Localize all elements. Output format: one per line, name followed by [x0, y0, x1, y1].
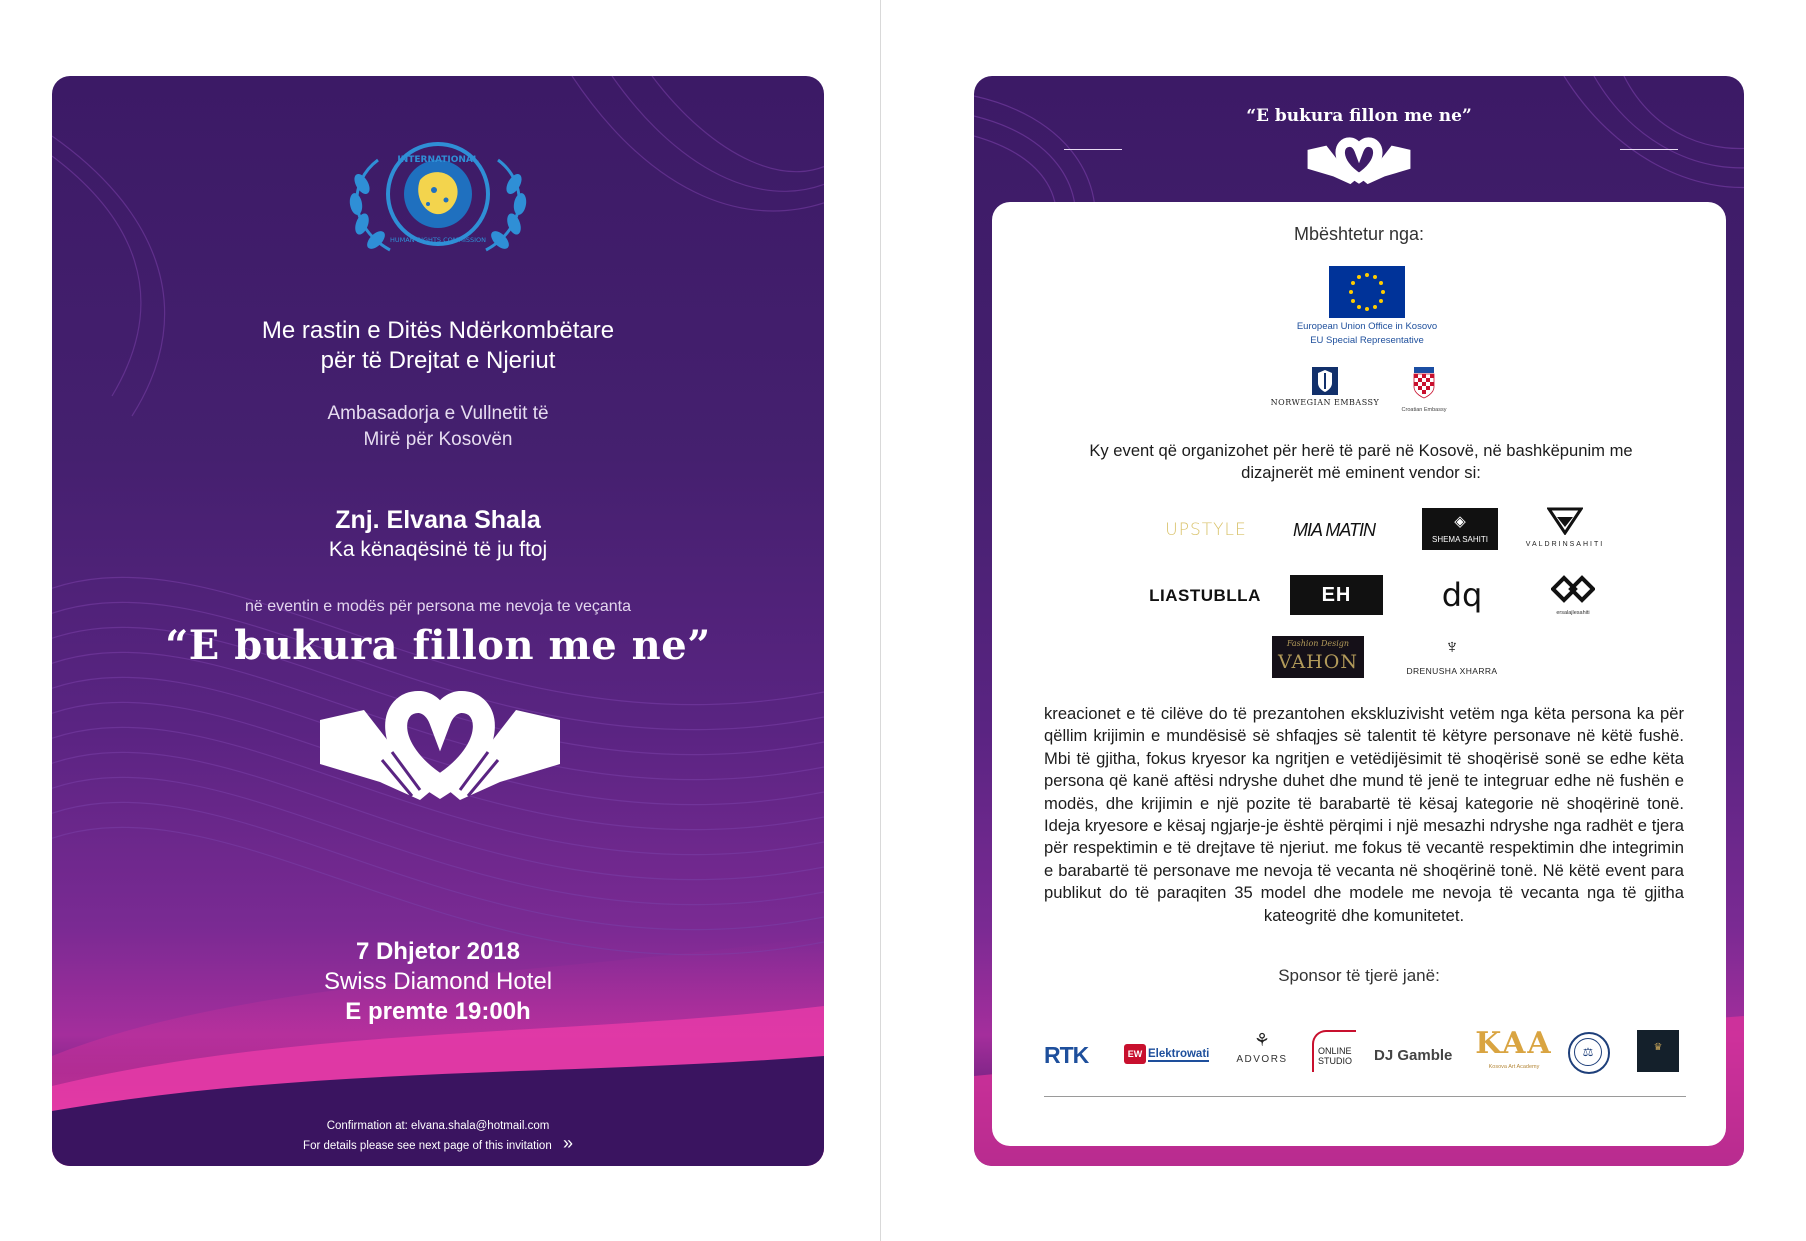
sponsor-dj-gamble-logo: [1374, 1040, 1458, 1070]
details-line: [52, 1135, 824, 1155]
logo-top-text: INTERNATIONAL: [397, 155, 479, 165]
occasion-line-1: Me rastin e Ditës Ndërkombëtare: [261, 317, 615, 344]
dj-gamble-text: DJ Gamble: [1374, 1046, 1453, 1064]
sponsor-brand-logo: [1637, 1030, 1679, 1072]
event-date: 7 Dhjetor 2018: [355, 938, 521, 965]
role-line-2: Mirë për Kosovën: [363, 429, 513, 450]
online-studio-text: ONLINE STUDIO: [1318, 1046, 1353, 1066]
heart-hands-icon: [320, 690, 560, 802]
advors-text: ADVORS: [1236, 1054, 1288, 1065]
designer-eh-logo: EH: [1290, 575, 1383, 615]
designer-upstyle-logo: UPSTYLE: [1165, 520, 1247, 540]
occasion-line-2: për të Drejtat e Njeriut: [320, 347, 556, 374]
croatian-embassy-crest-icon: [1411, 367, 1437, 399]
eu-label-line-1: European Union Office in Kosovo: [1296, 321, 1438, 332]
event-title: “E bukura fillon me ne”: [165, 622, 711, 669]
event-venue: Swiss Diamond Hotel: [323, 968, 553, 995]
sponsor-rtk-logo: [1044, 1040, 1100, 1070]
kaa-text: KAA: [1475, 1026, 1553, 1061]
advors-mark-icon: ⚘: [1253, 1030, 1271, 1050]
header-heart-hands-icon: [1306, 137, 1412, 185]
body-paragraph: kreacionet e të cilëve do të prezantohen ekskluzivisht vetëm nga këta persona ka për qëllim krijimin e mundësisë së shfaqjes së talentit të këtyre personave në këtë fushë. Mbi të gjitha, fokus kryesor ka ngritjen e vetëdijësimit të shoqërisë sonë se edhe këta persona që kanë aftësi ndryshe duhet dhe mund të jenë te integruar edhe në fushën e modës, dhe krijimin e një pozite të barabartë të kësaj kategorie në shoqërinë tonë. Ideja kryesore e kësaj ngjarje-je është përqimi i një mesazhi ndryshe nga radhët e tjera për respektimin e të drejtave të njeriut. me fokus të vecantë respektimin dhe integrimin e barabartë të personave me nevoja të vecanta në shoqërinë tonë. Në këtë event para publikut do të paraqiten 35 model dhe modele me nevoja të vecanta nga të gjitha kateogritë dhe komunitetet.: [1044, 704, 1684, 925]
header-line-left: [1064, 149, 1122, 150]
valdrin-mark-icon: [1547, 505, 1583, 535]
designer-drenusha-xharra-logo: [1400, 636, 1504, 680]
croatian-embassy-label: Croatian Embassy: [1401, 407, 1447, 413]
shema-diamond-icon: ◈: [1454, 513, 1466, 530]
eu-flag-icon: [1329, 266, 1405, 318]
next-page-arrow-icon[interactable]: »: [562, 1133, 573, 1153]
brand-crown-icon: ♛: [1653, 1042, 1663, 1053]
vahon-top-text: Fashion Design: [1286, 639, 1350, 648]
header-line-right: [1620, 149, 1678, 150]
event-intro: në eventin e modës për persona me nevoja te veçanta: [244, 598, 632, 615]
shema-sahiti-text: SHEMA SAHITI: [1431, 535, 1488, 544]
sponsor-kaa-logo: [1474, 1026, 1554, 1076]
sponsors-heading: Sponsor të tjerë janë:: [1278, 966, 1440, 985]
valdrin-sahiti-text: VALDRINSAHITI: [1525, 541, 1605, 548]
ersalajle-knot-icon: [1551, 572, 1595, 606]
human-rights-commission-logo: [338, 132, 538, 262]
confirmation-text: Confirmation at: elvana.shala@hotmail.com: [326, 1120, 550, 1132]
eu-label: [1267, 320, 1467, 348]
norwegian-embassy-crest-icon: [1312, 367, 1338, 395]
header-title: “E bukura fillon me ne”: [1246, 106, 1472, 126]
designer-dq-logo: dq: [1441, 576, 1483, 614]
designer-valdrin-sahiti-logo: [1520, 505, 1610, 553]
vahon-text: VAHON: [1278, 651, 1358, 673]
host-invite: Ka kënaqësinë të ju ftoj: [328, 538, 548, 561]
ersalajle-text: ersalajlesahiti: [1556, 610, 1590, 616]
eu-label-line-2: EU Special Representative: [1310, 335, 1424, 346]
designer-ersalajle-logo: [1540, 572, 1606, 620]
bottom-divider: [1044, 1096, 1686, 1097]
sponsor-seal-logo: [1568, 1032, 1610, 1074]
norwegian-embassy-label: NORWEGIAN EMBASSY: [1270, 398, 1380, 407]
sponsor-online-studio-logo: [1312, 1030, 1356, 1072]
event-time: E premte 19:00h: [345, 998, 531, 1025]
kaa-sub-text: Kosova Art Academy: [1488, 1064, 1540, 1070]
organized-text: Ky event që organizohet për herë të parë në Kosovë, në bashkëpunim me dizajnerët më eminent vendor si:: [1089, 441, 1633, 482]
sponsor-advors-logo: [1232, 1030, 1292, 1074]
designer-liastublla-logo: LIASTUBLLA: [1149, 586, 1261, 605]
designer-shema-sahiti-logo: [1422, 508, 1498, 550]
supported-by-heading: Mbështetur nga:: [1293, 224, 1425, 244]
elektrowati-mark-icon: EW: [1124, 1044, 1146, 1064]
drenusha-text: DRENUSHA XHARRA: [1406, 666, 1498, 676]
sponsor-elektrowati-logo: [1124, 1040, 1214, 1070]
host-name: Znj. Elvana Shala: [335, 506, 541, 534]
drenusha-mark-icon: ♆: [1444, 636, 1460, 658]
seal-icon: ⚖: [1574, 1038, 1602, 1066]
rtk-text: RTK: [1044, 1041, 1089, 1068]
logo-bottom-text: HUMAN RIGHTS COMMISSION: [389, 236, 487, 244]
details-text: For details please see next page of this invitation: [303, 1140, 552, 1152]
elektrowati-text: Elektrowati: [1148, 1048, 1210, 1060]
designer-mia-matin-logo: MIA MATIN: [1293, 519, 1375, 540]
role-line-1: Ambasadorja e Vullnetit të: [327, 403, 549, 424]
designer-vahon-logo: [1272, 636, 1364, 678]
